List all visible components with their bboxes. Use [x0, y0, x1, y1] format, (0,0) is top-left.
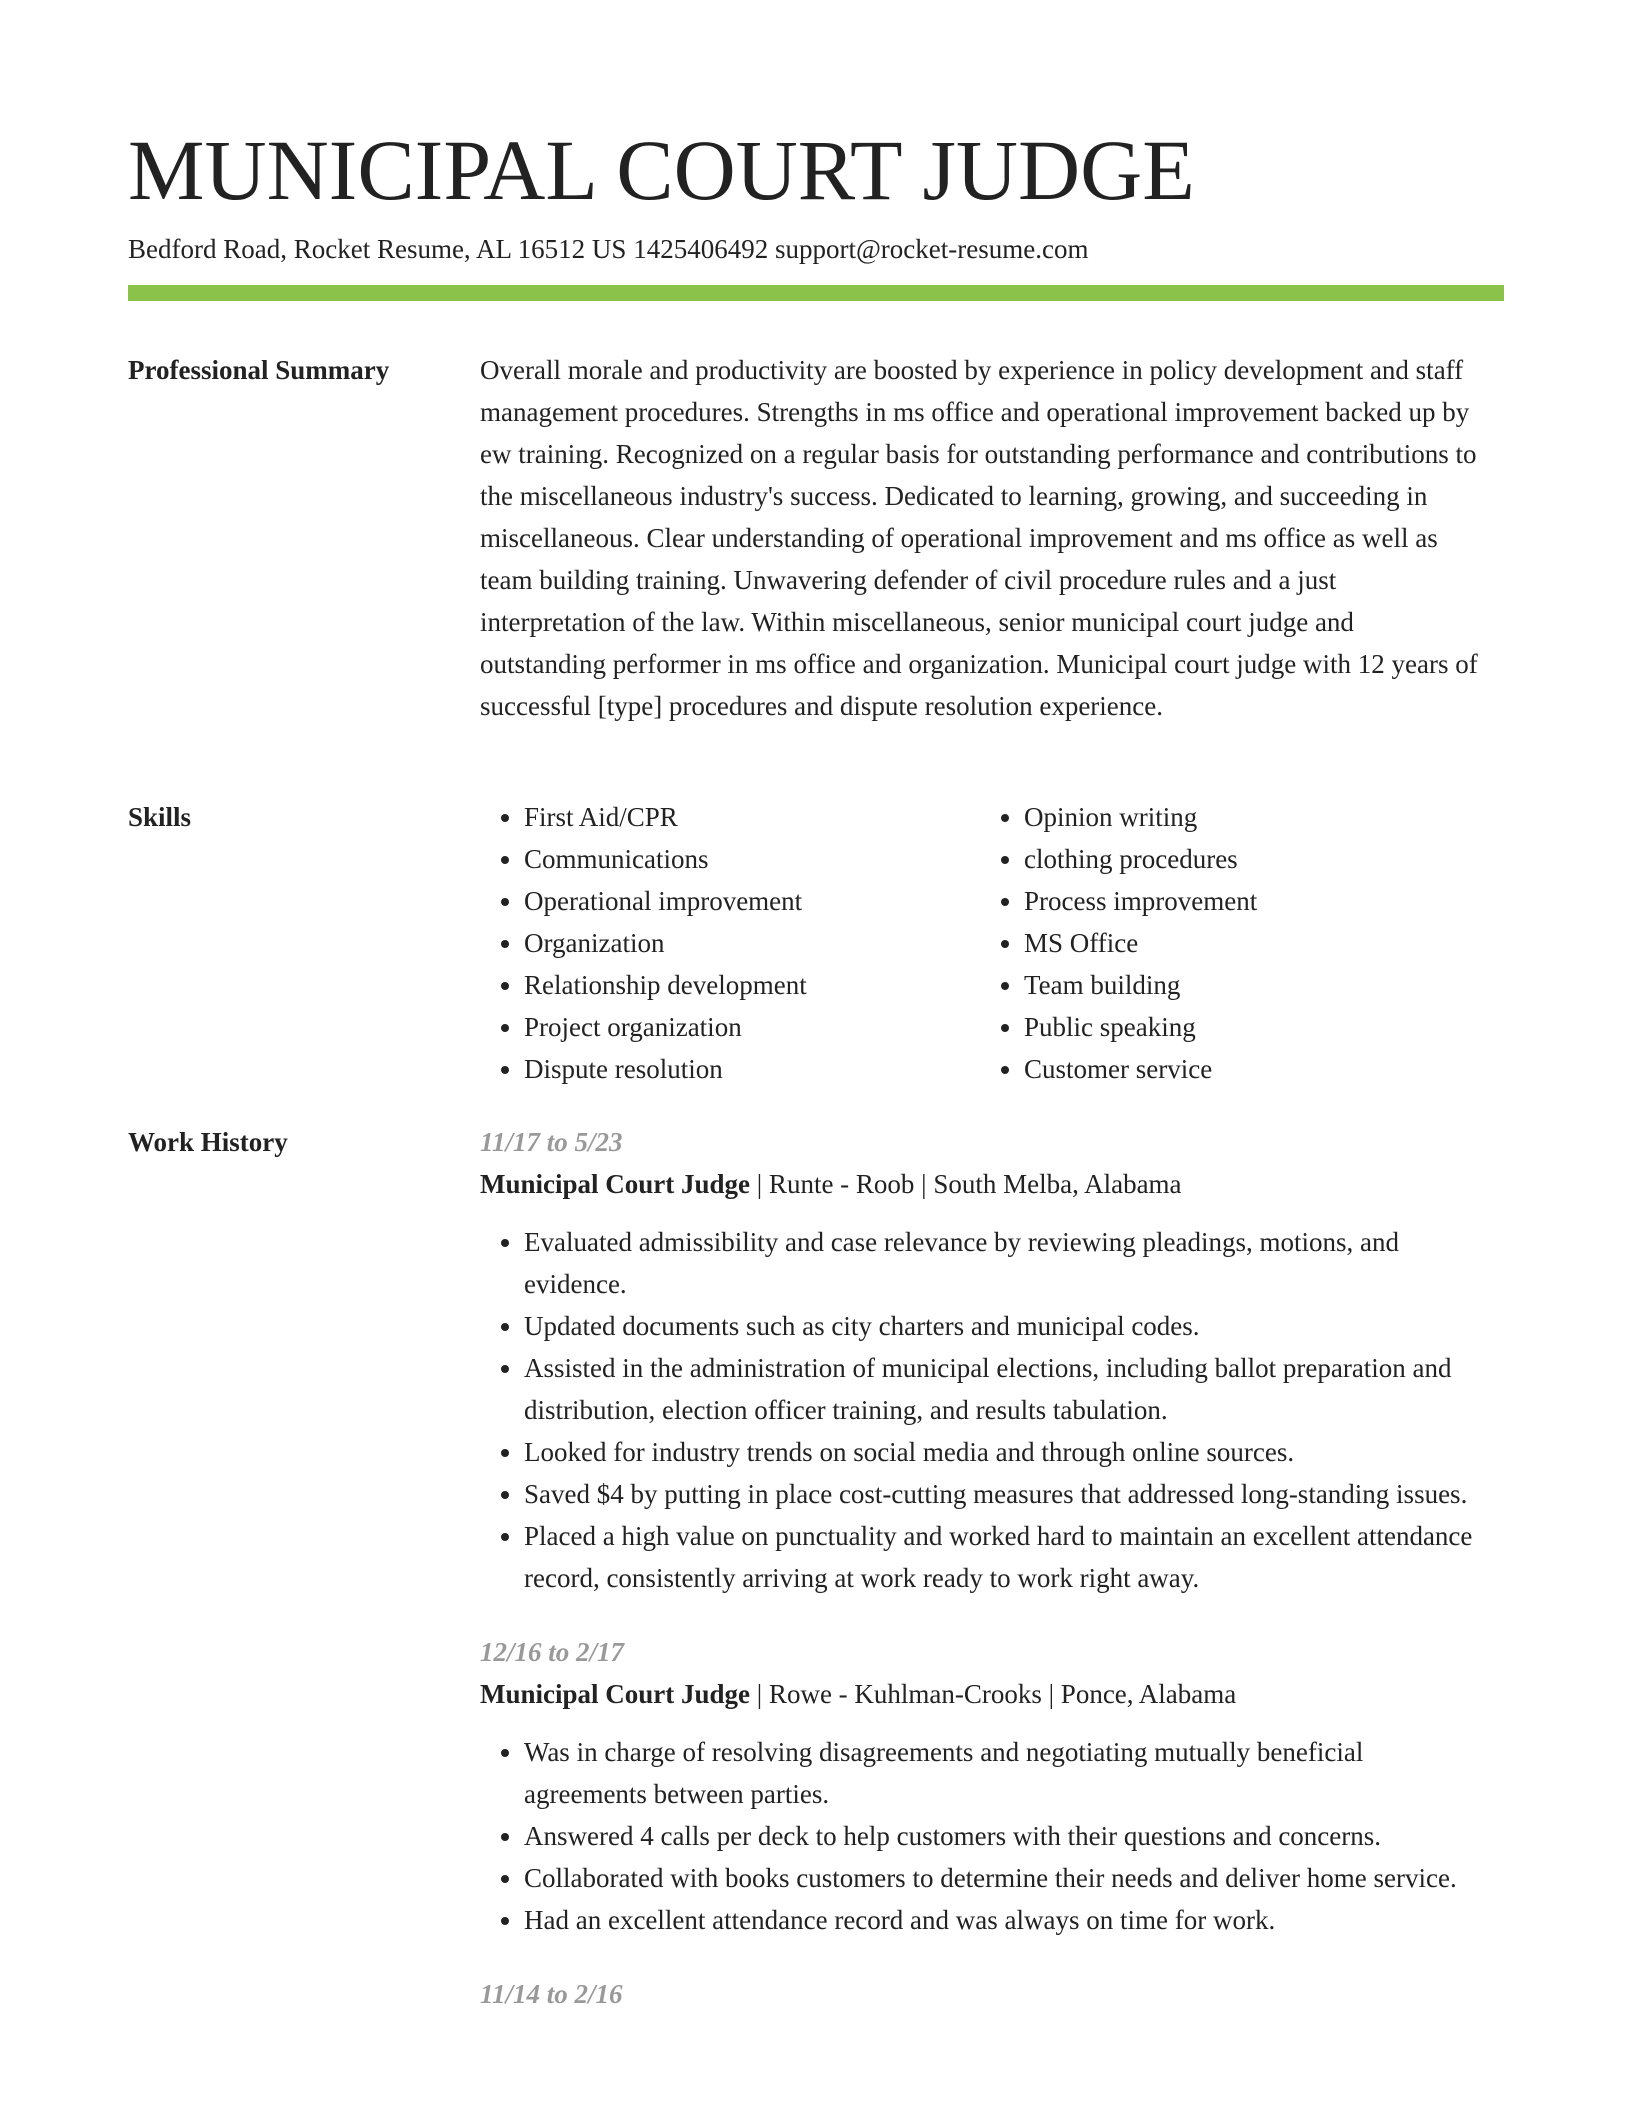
job-bullet: • Collaborated with books customers to determine their needs and deliver home service.: [524, 1857, 1480, 1899]
skills-list-right: [980, 796, 1480, 1090]
job-bullet: • Was in charge of resolving disagreements and negotiating mutually beneficial agreements between parties.: [524, 1731, 1480, 1815]
contact-line: Bedford Road, Rocket Resume, AL 16512 US 1425406492 support@rocket-resume.com: [128, 234, 1089, 264]
skill-item: • Organization: [524, 922, 980, 964]
job-entry: [480, 1121, 1480, 1599]
summary-body: [480, 349, 1480, 727]
skill-item: • MS Office: [1024, 922, 1480, 964]
skill-item: • Communications: [524, 838, 980, 880]
job-bullet: • Saved $4 by putting in place cost-cutting measures that addressed long-standing issues.: [524, 1473, 1480, 1515]
job-entry: [480, 1973, 1480, 2015]
job-entry: [480, 1631, 1480, 1941]
skill-item: • Public speaking: [1024, 1006, 1480, 1048]
job-dates: 11/17 to 5/23: [480, 1127, 623, 1157]
section-title-work-history: Work History: [128, 1127, 288, 1157]
summary-text: Overall morale and productivity are boosted by experience in policy development and staff management procedures. Strengths in ms office and operational improvement backed up by ew training. Recognized on a regular basis for outstanding performance and contributions to the miscellaneous industry's success. Dedicated to learning, growing, and succeeding in miscellaneous. Clear understanding of operational improvement and ms office as well as team building training. Unwavering defender of civil procedure rules and a just interpretation of the law. Within miscellaneous, senior municipal court judge and outstanding performer in ms office and organization. Municipal court judge with 12 years of successful [type] procedures and dispute resolution experience.: [480, 355, 1478, 721]
job-bullet-list: [480, 1221, 1480, 1599]
skill-item: • Process improvement: [1024, 880, 1480, 922]
skill-item: • First Aid/CPR: [524, 796, 980, 838]
job-dates: 11/14 to 2/16: [480, 1979, 623, 2009]
job-details: | Rowe - Kuhlman-Crooks | Ponce, Alabama: [750, 1679, 1237, 1709]
job-bullet-list: [480, 1731, 1480, 1941]
skill-item: • Customer service: [1024, 1048, 1480, 1090]
work-history-body: [480, 1121, 1480, 2047]
skill-item: • Operational improvement: [524, 880, 980, 922]
job-details: | Runte - Roob | South Melba, Alabama: [750, 1169, 1182, 1199]
skill-item: • Dispute resolution: [524, 1048, 980, 1090]
skills-list-left: [480, 796, 980, 1090]
skills-columns: [480, 796, 1480, 1090]
resume-name: MUNICIPAL COURT JUDGE: [128, 122, 1195, 218]
skill-item: • Opinion writing: [1024, 796, 1480, 838]
skills-body: [480, 796, 1480, 1090]
section-title-skills: Skills: [128, 802, 192, 832]
job-bullet: • Placed a high value on punctuality and worked hard to maintain an excellent attendance record, consistently arriving at work ready to work right away.: [524, 1515, 1480, 1599]
job-bullet: • Looked for industry trends on social media and through online sources.: [524, 1431, 1480, 1473]
job-bullet: • Assisted in the administration of municipal elections, including ballot preparation and distribution, election officer training, and results tabulation.: [524, 1347, 1480, 1431]
job-bullet: • Had an excellent attendance record and was always on time for work.: [524, 1899, 1480, 1941]
skill-item: • Relationship development: [524, 964, 980, 1006]
job-dates: 12/16 to 2/17: [480, 1637, 625, 1667]
job-title: Municipal Court Judge: [480, 1679, 751, 1709]
accent-rule: [128, 285, 1504, 301]
job-heading: [480, 1673, 1480, 1715]
job-heading: [480, 1163, 1480, 1205]
skill-item: • Team building: [1024, 964, 1480, 1006]
section-title-summary: Professional Summary: [128, 355, 390, 385]
job-bullet: • Updated documents such as city charters and municipal codes.: [524, 1305, 1480, 1347]
skill-item: • clothing procedures: [1024, 838, 1480, 880]
job-bullet: • Answered 4 calls per deck to help customers with their questions and concerns.: [524, 1815, 1480, 1857]
job-title: Municipal Court Judge: [480, 1169, 751, 1199]
skill-item: • Project organization: [524, 1006, 980, 1048]
job-bullet: • Evaluated admissibility and case relevance by reviewing pleadings, motions, and evidence.: [524, 1221, 1480, 1305]
